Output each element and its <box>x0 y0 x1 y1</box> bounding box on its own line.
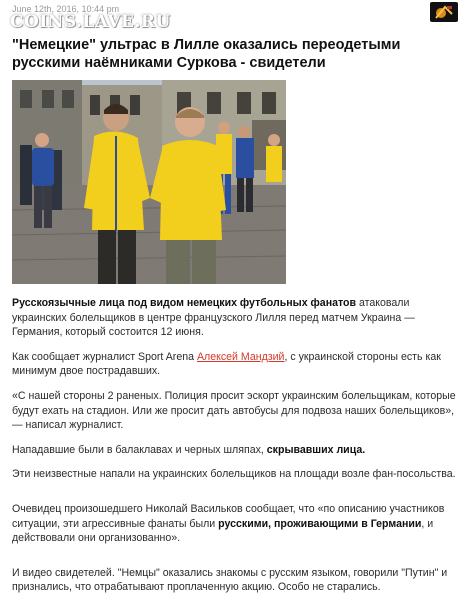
journalist-link[interactable]: Алексей Мандзий <box>196 350 285 363</box>
article-photo <box>12 80 286 284</box>
paragraph-text: Нападавшие были в балаклавах и черных шляпах, <box>12 443 267 456</box>
article-paragraph <box>12 296 457 340</box>
bold-text: скрывавших лица. <box>266 443 366 456</box>
paragraph-text: Очевидец произошедшего Николай Васильков сообщает, что «по описанию участников ситуации, эти агрессивные фанаты были <box>12 502 445 530</box>
article-paragraph: «С нашей стороны 2 раненых. Полиция просит эскорт украинским болельщикам, которые будут ехать на стадион. Или же просит дать автобусы для подвоза наших болельщиков», — написал журналист. <box>12 389 456 432</box>
article-body <box>12 296 457 604</box>
article-paragraph <box>12 350 457 379</box>
article-paragraph: Эти неизвестные напали на украинских болельщиков на площади возле фан-посольства. <box>12 468 456 481</box>
paragraph-text: Как сообщает журналист Sport Arena <box>12 350 197 363</box>
article-paragraph <box>12 502 457 546</box>
top-bar <box>0 0 469 32</box>
post-date: June 12th, 2016, 10:44 pm <box>12 4 120 14</box>
paragraph-text: , с украинской стороны есть как минимум двое пострадавших. <box>12 350 441 378</box>
paragraph-text: , и действовали они организованно». <box>12 517 434 545</box>
article-paragraph: И видео свидетелей. "Немцы" оказались знакомы с русским языком, говорили "Путин" и признались, что отрабатывают проплаченную акцию. Особо не старались. <box>12 566 448 594</box>
lead-text: атаковали украинских болельщиков в центре французского Лилля перед матчем Украина — Германия, который состоится 12 июня. <box>12 297 415 339</box>
bold-text: русскими, проживающими в Германии <box>218 517 422 530</box>
lead-bold-text: Русскоязычные лица под видом немецких футбольных фанатов <box>12 297 357 309</box>
site-logo-icon[interactable] <box>430 2 458 22</box>
article-headline: "Немецкие" ультрас в Лилле оказались переодетыми русскими наёмниками Суркова - свидетели <box>12 37 401 71</box>
article-paragraph <box>12 443 457 458</box>
site-watermark: COINS.LAVE.RU <box>10 12 171 32</box>
